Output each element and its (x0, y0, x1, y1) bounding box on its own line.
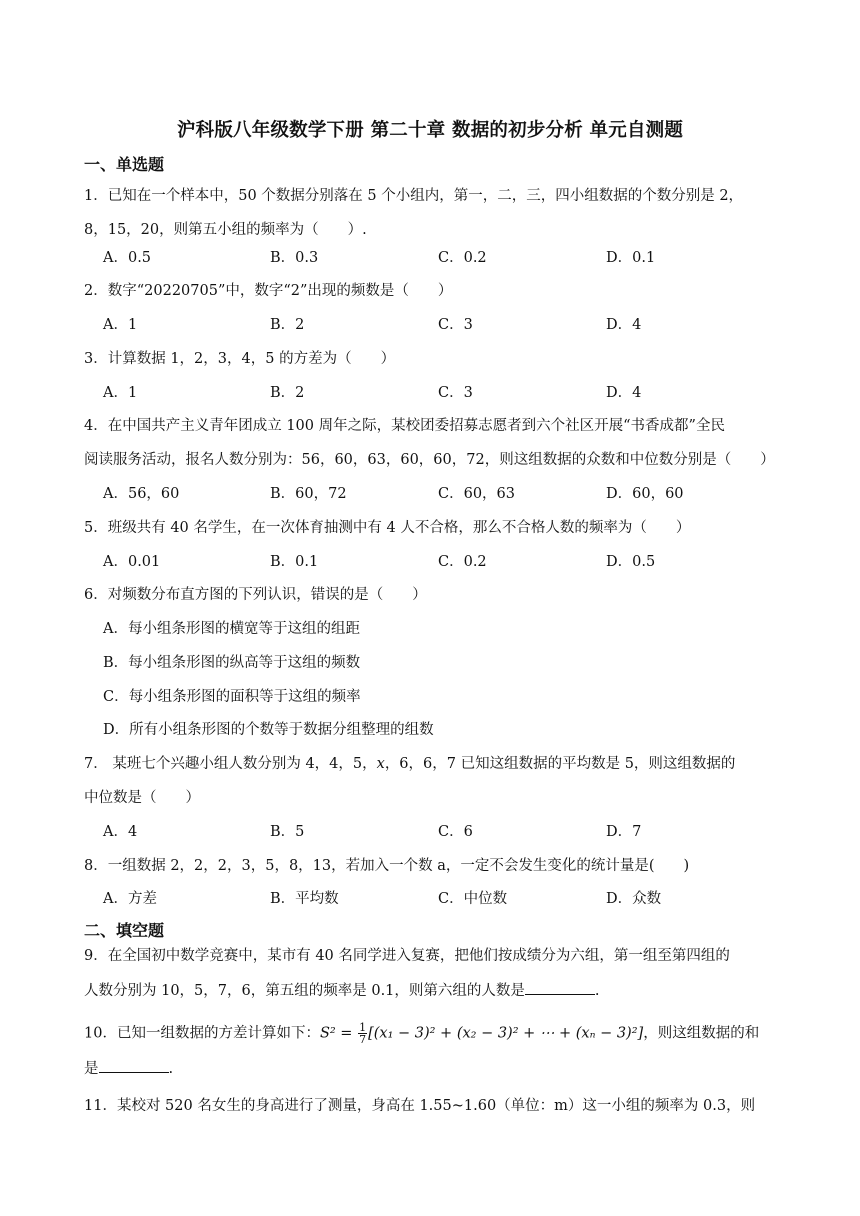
question-4-option-b: B．60，72 (270, 486, 347, 502)
question-5-option-c: C．0.2 (438, 554, 487, 570)
question-9-period: . (594, 983, 600, 999)
question-1-option-a: A．0.5 (103, 250, 152, 266)
question-2-option-b: B．2 (270, 317, 305, 333)
question-2-option-a: A．1 (103, 317, 138, 333)
fraction-denominator: 7 (359, 1033, 367, 1046)
question-5-line-1: 5．班级共有 40 名学生，在一次体育抽测中有 4 人不合格，那么不合格人数的频率为（ ） (84, 520, 691, 536)
question-8-option-b: B．平均数 (270, 891, 339, 907)
question-2-option-d: D．4 (606, 317, 642, 333)
question-10-prefix: 10．已知一组数据的方差计算如下： (84, 1025, 320, 1042)
section-single-choice: 一、单选题 (84, 155, 165, 174)
question-2-option-c: C．3 (438, 317, 473, 333)
question-3-option-a: A．1 (103, 385, 138, 401)
question-7-option-d: D．7 (606, 824, 642, 840)
question-7-option-b: B．5 (270, 824, 305, 840)
question-1-line-1: 1．已知在一个样本中，50 个数据分别落在 5 个小组内，第一，二，三，四小组数据的个数分别是 2， (84, 188, 744, 204)
question-5-option-a: A．0.01 (103, 554, 161, 570)
question-8-option-d: D．众数 (606, 891, 662, 907)
question-7-option-a: A．4 (103, 824, 138, 840)
question-4-line-1: 4．在中国共产主义青年团成立 100 周年之际，某校团委招募志愿者到六个社区开展“书香成都”全民 (84, 418, 725, 434)
question-5-option-b: B．0.1 (270, 554, 319, 570)
question-10-answer-blank[interactable] (99, 1058, 169, 1073)
question-1-line-2: 8，15，20，则第五小组的频率为（ ）. (84, 222, 367, 238)
question-2-line-1: 2．数字“20220705”中，数字“2”出现的频数是（ ） (84, 283, 453, 299)
question-3-option-c: C．3 (438, 385, 473, 401)
page-title: 沪科版八年级数学下册 第二十章 数据的初步分析 单元自测题 (176, 120, 684, 141)
question-7-variable-x: x (376, 756, 385, 772)
question-7-text-a: 7． 某班七个兴趣小组人数分别为 4，4，5， (84, 756, 377, 772)
question-6-option-c: C．每小组条形图的面积等于这组的频率 (103, 689, 361, 705)
variance-formula-rhs: [(x₁ − 3)² + (x₂ − 3)² + ⋯ + (xₙ − 3)²] (368, 1025, 644, 1042)
question-10-line-1 (84, 1022, 784, 1045)
section-fill-blank: 二、填空题 (84, 921, 165, 940)
question-3-option-d: D．4 (606, 385, 642, 401)
question-7-line-1 (84, 754, 784, 774)
question-6-option-b: B．每小组条形图的纵高等于这组的频数 (103, 655, 361, 671)
question-6-option-d: D．所有小组条形图的个数等于数据分组整理的组数 (103, 722, 434, 738)
question-1-option-c: C．0.2 (438, 250, 487, 266)
question-10-suffix: ，则这组数据的和 (643, 1025, 760, 1042)
variance-formula-lhs: S² = (319, 1025, 358, 1042)
question-9-line-1: 9．在全国初中数学竞赛中，某市有 40 名同学进入复赛，把他们按成绩分为六组，第一组至第四组的 (84, 948, 730, 964)
question-10-text: 是 (84, 1061, 99, 1077)
question-7-text-b: ，6，6，7 已知这组数据的平均数是 5，则这组数据的 (384, 756, 736, 772)
question-9-answer-blank[interactable] (525, 980, 595, 995)
fraction-numerator: 1 (359, 1021, 367, 1034)
question-3-option-b: B．2 (270, 385, 305, 401)
question-9-text: 人数分别为 10，5，7，6，第五组的频率是 0.1，则第六组的人数是 (84, 983, 525, 999)
question-8-option-a: A．方差 (103, 891, 157, 907)
question-6-option-a: A．每小组条形图的横宽等于这组的组距 (103, 621, 360, 637)
question-3-line-1: 3．计算数据 1，2，3，4，5 的方差为（ ） (84, 351, 396, 367)
question-4-option-d: D．60，60 (606, 486, 684, 502)
question-1-option-d: D．0.1 (606, 250, 656, 266)
question-8-line-1: 8．一组数据 2，2，2，3，5，8，13，若加入一个数 a，一定不会发生变化的统计量是( ) (84, 858, 690, 874)
question-7-line-2: 中位数是（ ） (84, 790, 200, 806)
question-5-option-d: D．0.5 (606, 554, 656, 570)
fraction-one-seventh (358, 1022, 367, 1045)
question-4-option-c: C．60，63 (438, 486, 515, 502)
question-6-line-1: 6．对频数分布直方图的下列认识，错误的是（ ） (84, 587, 427, 603)
question-11-line-1: 11．某校对 520 名女生的身高进行了测量，身高在 1.55~1.60（单位：m）这一小组的频率为 0.3，则 (84, 1098, 756, 1114)
question-8-option-c: C．中位数 (438, 891, 508, 907)
question-10-period: . (168, 1061, 174, 1077)
question-7-option-c: C．6 (438, 824, 473, 840)
question-9-line-2 (84, 980, 784, 1001)
question-10-line-2 (84, 1058, 784, 1079)
question-4-line-2: 阅读服务活动，报名人数分别为：56，60，63，60，60，72，则这组数据的众数和中位数分别是（ ） (84, 452, 775, 468)
question-1-option-b: B．0.3 (270, 250, 319, 266)
question-4-option-a: A．56，60 (103, 486, 180, 502)
